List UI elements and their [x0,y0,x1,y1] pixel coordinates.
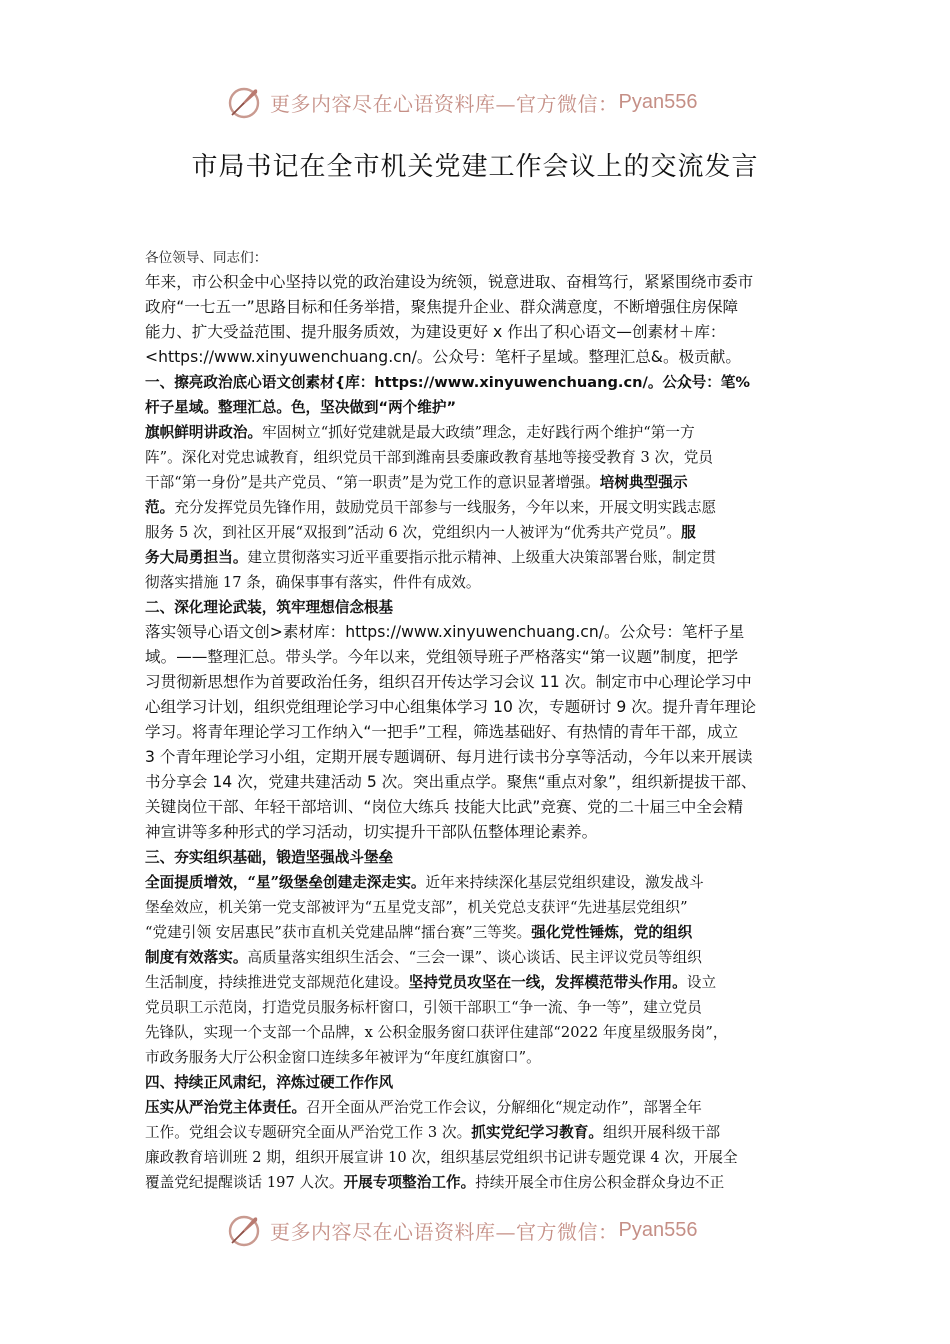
section-2-line: 关键岗位干部、年轻干部培训、“岗位大练兵 技能大比武”竞赛、党的二十届三中全会精 [145,798,744,816]
section-4-line [145,1170,810,1195]
section-1-line: 彻落实措施 17 条，确保事事有落实，件件有成效。 [145,574,481,591]
subheading: 开展专项整治工作。 [343,1174,476,1191]
section-2-heading: 二、深化理论武装，筑牢理想信念根基 [145,599,394,616]
section-2-line: 学习。将青年理论学习工作纳入“一把手”工程，筛选基础好、有热情的青年干部，成立 [145,723,739,741]
section-1-line [145,545,810,570]
section-3-heading: 三、夯实组织基础，锻造坚强战斗堡垒 [145,849,394,866]
subheading: 全面提质增效，“星”级堡垒创建走深走实。 [145,874,426,891]
body-text: 组织开展科级干部 [603,1124,721,1141]
section-2-line: 心组学习计划，组织党组理论学习中心组集体学习 10 次，专题研讨 9 次。提升青年理论 [145,698,756,716]
page-title: 市局书记在全市机关党建工作会议上的交流发言 [191,152,759,182]
section-2-line: 习贯彻新思想作为首要政治任务，组织召开传达学习会议 11 次。制定市中心理论学习中 [145,673,752,691]
banner-text: 更多内容尽在心语资料库—官方微信： [270,1219,619,1244]
body-text: “党建引领 安居惠民”获市直机关党建品牌“擂台赛”三等奖。 [145,924,532,941]
section-4-line: 廉政教育培训班 2 期，组织开展宣讲 10 次，组织基层党组织书记讲专题党课 4 次，开展全 [145,1149,738,1166]
body-text: 近年来持续深化基层党组织建设，激发战斗 [425,874,704,891]
body-text: 召开全面从严治党工作会议，分解细化“规定动作”，部署全年 [306,1099,702,1116]
body-text: 生活制度，持续推进党支部规范化建设。 [145,974,409,991]
subheading: 服 [681,524,696,541]
section-3-line [145,970,810,995]
section-1-heading: 杆子星域。整理汇总。色，坚决做到“两个维护” [145,399,457,416]
document-body [145,246,810,1195]
body-text: 覆盖党纪提醒谈话 197 人次。 [145,1174,344,1191]
section-1-line [145,470,810,495]
body-text: 充分发挥党员先锋作用，鼓励党员干部参与一线服务，今年以来，开展文明实践志愿 [174,499,717,516]
section-1-line: 阵”。深化对党忠诚教育，组织党员干部到潍南县委廉政教育基地等接受教育 3 次，党员 [145,449,714,466]
body-text: 高质量落实组织生活会、“三会一课”、谈心谈话、民主评议党员等组织 [247,949,702,966]
section-3-line: 市政务服务大厅公积金窗口连续多年被评为“年度红旗窗口”。 [145,1049,541,1066]
subheading: 抓实党纪学习教育。 [471,1124,604,1141]
section-3-line [145,945,810,970]
intro-line: 政府“一七五一”思路目标和任务举措，聚焦提升企业、群众满意度，不断增强住房保障 [145,298,739,316]
section-1-line [145,520,810,545]
body-text: 服务 5 次，到社区开展“双报到”活动 6 次，党组织内一人被评为“优秀共产党员”。 [145,524,682,541]
section-1-line [145,495,810,520]
subheading: 制度有效落实。 [145,949,248,966]
quill-logo-icon [224,82,264,122]
subheading: 强化党性锤炼，党的组织 [531,924,693,941]
body-text: 建立贯彻落实习近平重要指示批示精神、上级重大决策部署台账，制定贯 [247,549,717,566]
section-2-line: 落实领导心语文创>素材库：https://www.xinyuwenchuang.cn/。公众号：笔杆子星 [145,623,745,641]
section-3-line: 党员职工示范岗，打造党员服务标杆窗口，引领干部职工“争一流、争一等”，建立党员 [145,999,702,1016]
intro-line: 能力、扩大受益范围、提升服务质效，为建设更好 x 作出了积心语文—创素材＋库： [145,323,726,341]
body-text: 持续开展全市住房公积金群众身边不正 [475,1174,725,1191]
greeting: 各位领导、同志们： [145,250,268,266]
header-watermark-banner [224,80,744,124]
section-3-line: 先锋队，实现一个支部一个品牌，x 公积金服务窗口获评住建部“2022 年度星级服务岗”， [145,1024,728,1041]
subheading: 范。 [145,499,175,516]
section-4-line [145,1095,810,1120]
subheading: 旗帜鲜明讲政治。 [145,424,263,441]
footer-watermark-banner [224,1208,744,1252]
section-4-heading: 四、持续正风肃纪，淬炼过硬工作作风 [145,1074,394,1091]
body-text: 工作。党组会议专题研究全面从严治党工作 3 次。 [145,1124,472,1141]
section-2-line: 3 个青年理论学习小组，定期开展专题调研、每月进行读书分享等活动，今年以来开展读 [145,748,753,766]
banner-wechat-id: Pyan556 [618,1218,698,1241]
section-2-line: 域。——整理汇总。带头学。今年以来，党组领导班子严格落实“第一议题”制度，把学 [145,648,739,666]
intro-line: <https://www.xinyuwenchuang.cn/。公众号：笔杆子星域。整理汇总&。极贡献。 [145,348,741,366]
section-1-line [145,420,810,445]
section-3-line [145,870,810,895]
quill-logo-icon [224,1210,264,1250]
body-text: 设立 [686,974,717,991]
subheading: 坚持党员攻坚在一线，发挥模范带头作用。 [408,974,687,991]
section-1-heading: 一、擦亮政治底心语文创素材{库：https://www.xinyuwenchuang.cn/。公众号：笔% [145,374,751,391]
section-3-line [145,920,810,945]
body-text: 牢固树立“抓好党建就是最大政绩”理念，走好践行两个维护“第一方 [262,424,695,441]
subheading: 压实从严治党主体责任。 [145,1099,307,1116]
banner-text: 更多内容尽在心语资料库—官方微信： [270,91,619,116]
section-4-line [145,1120,810,1145]
section-2-line: 神宣讲等多种形式的学习活动，切实提升干部队伍整体理论素养。 [145,823,598,841]
subheading: 培树典型强示 [599,474,688,491]
banner-wechat-id: Pyan556 [618,90,698,113]
subheading: 务大局勇担当。 [145,549,248,566]
body-text: 干部“第一身份”是共产党员、“第一职责”是为党工作的意识显著增强。 [145,474,600,491]
section-3-line: 堡垒效应，机关第一党支部被评为“五星党支部”，机关党总支获评“先进基层党组织” [145,899,688,916]
intro-line: 年来，市公积金中心坚持以党的政治建设为统领，锐意进取、奋楫笃行，紧紧围绕市委市 [145,273,754,291]
section-2-line: 书分享会 14 次，党建共建活动 5 次。突出重点学。聚焦“重点对象”，组织新提拔干部、 [145,773,757,791]
